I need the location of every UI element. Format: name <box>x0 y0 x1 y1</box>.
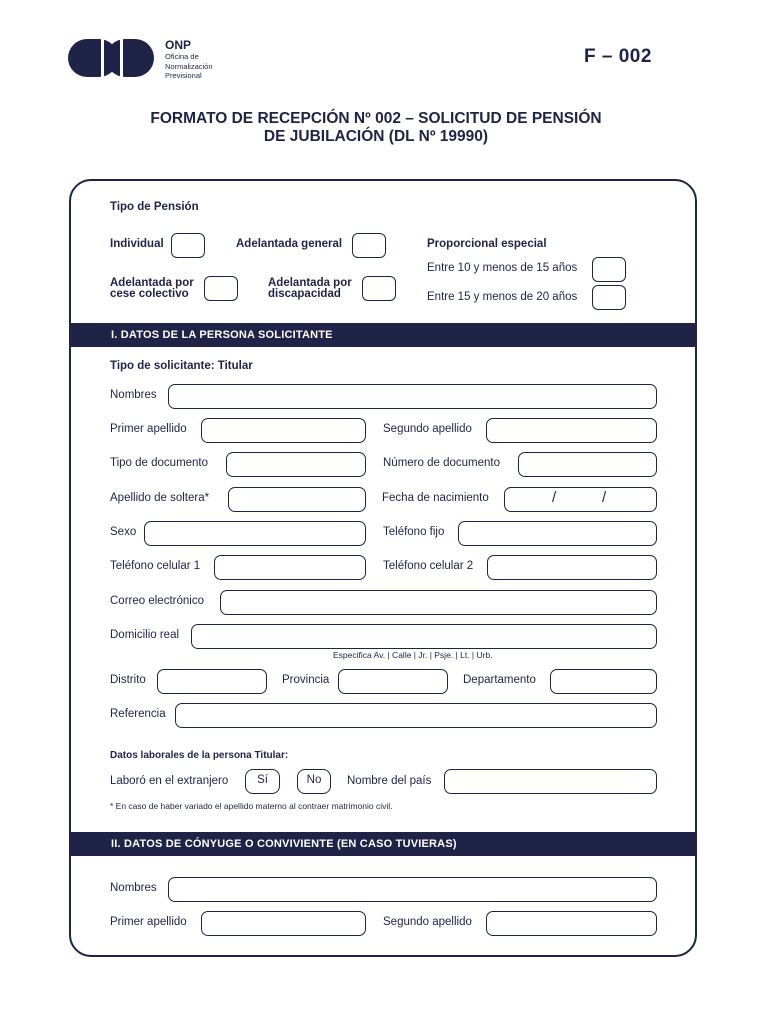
primer-apellido-field[interactable] <box>201 418 366 443</box>
celular2-field[interactable] <box>487 555 657 580</box>
section2-header: II. DATOS DE CÓNYUGE O CONVIVIENTE (EN CASO TUVIERAS) <box>70 832 697 856</box>
cese-colectivo-label <box>110 278 194 300</box>
distrito-label: Distrito <box>110 674 146 686</box>
domicilio-hint: Especifica Av. | Calle | Jr. | Psje. | Lt. | Urb. <box>333 650 493 660</box>
laboro-no-option[interactable]: No <box>297 769 331 794</box>
adelantada-general-checkbox[interactable] <box>352 233 386 258</box>
discapacidad-label <box>268 278 352 300</box>
fecha-nacimiento-label: Fecha de nacimiento <box>382 492 489 504</box>
laboro-si-option[interactable]: Sí <box>245 769 280 794</box>
org-name-line: Oficina de <box>165 52 199 61</box>
conyuge-primer-apellido-label: Primer apellido <box>110 916 187 928</box>
adelantada-general-label: Adelantada general <box>236 238 343 250</box>
tipo-documento-label: Tipo de documento <box>110 457 209 469</box>
disc-line: Adelantada por <box>268 277 352 289</box>
date-separator: / <box>552 489 557 506</box>
apellido-soltera-label: Apellido de soltera* <box>110 492 210 504</box>
tipo-documento-field[interactable] <box>226 452 366 477</box>
individual-checkbox[interactable] <box>171 233 205 258</box>
nombres-field[interactable] <box>168 384 657 409</box>
correo-label: Correo electrónico <box>110 595 204 607</box>
conyuge-segundo-apellido-label: Segundo apellido <box>383 916 472 928</box>
cese-line: Adelantada por <box>110 277 194 289</box>
fecha-nacimiento-field[interactable] <box>504 487 657 512</box>
date-separator: / <box>602 489 607 506</box>
domicilio-field[interactable] <box>191 624 657 649</box>
cese-colectivo-checkbox[interactable] <box>204 276 238 301</box>
sexo-label: Sexo <box>110 526 137 538</box>
individual-label: Individual <box>110 238 164 250</box>
org-name-line: Previsional <box>165 71 202 80</box>
form-code: F – 002 <box>584 46 652 67</box>
form-title-line1: FORMATO DE RECEPCIÓN Nº 002 – SOLICITUD DE PENSIÓN <box>150 110 602 127</box>
celular2-label: Teléfono celular 2 <box>383 560 474 572</box>
departamento-label: Departamento <box>463 674 536 686</box>
section1-header: I. DATOS DE LA PERSONA SOLICITANTE <box>70 323 697 347</box>
segundo-apellido-field[interactable] <box>486 418 657 443</box>
org-name <box>165 52 235 81</box>
nombres-label: Nombres <box>110 389 157 401</box>
form-title-line2: DE JUBILACIÓN (DL Nº 19990) <box>263 128 489 145</box>
referencia-label: Referencia <box>110 708 166 720</box>
form-title <box>0 110 752 146</box>
domicilio-label: Domicilio real <box>110 629 180 641</box>
laboro-label: Laboró en el extranjero <box>110 775 229 787</box>
proporcional-label: Proporcional especial <box>427 238 547 250</box>
distrito-field[interactable] <box>157 669 267 694</box>
primer-apellido-label: Primer apellido <box>110 423 187 435</box>
conyuge-nombres-label: Nombres <box>110 882 157 894</box>
onp-logo <box>68 37 156 79</box>
correo-field[interactable] <box>220 590 657 615</box>
apellido-soltera-field[interactable] <box>228 487 366 512</box>
range1-label: Entre 10 y menos de 15 años <box>427 262 578 274</box>
conyuge-primer-apellido-field[interactable] <box>201 911 366 936</box>
telefono-fijo-label: Teléfono fijo <box>383 526 445 538</box>
celular1-field[interactable] <box>214 555 366 580</box>
org-name-line: Normalización <box>165 61 213 71</box>
sexo-field[interactable] <box>144 521 366 546</box>
pais-label: Nombre del país <box>347 775 432 787</box>
conyuge-nombres-field[interactable] <box>168 877 657 902</box>
telefono-fijo-field[interactable] <box>458 521 657 546</box>
departamento-field[interactable] <box>550 669 657 694</box>
range2-label: Entre 15 y menos de 20 años <box>427 291 578 303</box>
disc-line: discapacidad <box>268 288 341 300</box>
laborales-heading: Datos laborales de la persona Titular: <box>110 750 289 761</box>
logo-title: ONP <box>165 38 192 52</box>
referencia-field[interactable] <box>175 703 657 728</box>
segundo-apellido-label: Segundo apellido <box>383 423 472 435</box>
provincia-label: Provincia <box>282 674 330 686</box>
range2-checkbox[interactable] <box>592 285 626 310</box>
numero-documento-field[interactable] <box>518 452 657 477</box>
range1-checkbox[interactable] <box>592 257 626 282</box>
conyuge-segundo-apellido-field[interactable] <box>486 911 657 936</box>
cese-line: cese colectivo <box>110 288 189 300</box>
pension-type-heading: Tipo de Pensión <box>110 201 199 213</box>
celular1-label: Teléfono celular 1 <box>110 560 201 572</box>
footnote: * En caso de haber variado el apellido materno al contraer matrimonio civil. <box>110 801 393 811</box>
numero-documento-label: Número de documento <box>383 457 500 469</box>
solicitante-type: Tipo de solicitante: Titular <box>110 360 253 372</box>
provincia-field[interactable] <box>338 669 448 694</box>
pais-field[interactable] <box>444 769 657 794</box>
discapacidad-checkbox[interactable] <box>362 276 396 301</box>
